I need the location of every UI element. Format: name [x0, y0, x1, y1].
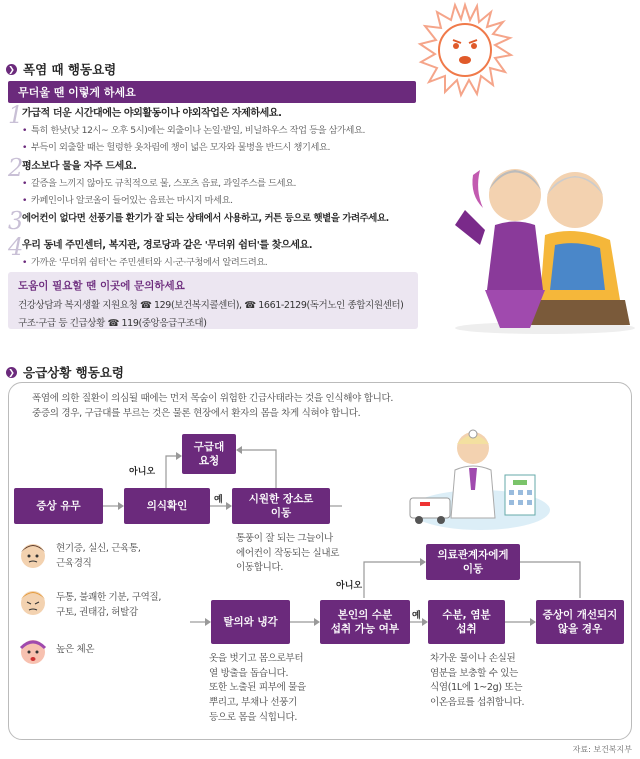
- flow-improve: 증상이 개선되지 않을 경우: [536, 600, 624, 644]
- flow-label-yes: 예: [214, 495, 223, 505]
- intro-line: 폭염에 의한 질환이 의심될 때에는 먼저 목숨이 위험한 긴급사태라는 것을 인식해야 합니다.: [32, 393, 394, 404]
- note-water: 차가운 물이나 손실된 염분을 보충할 수 있는 식염(1L에 1~2g) 또는 이온음료를 섭취합니다.: [430, 653, 525, 709]
- section-title-emergency: ❯ 응급상황 행동요령: [6, 363, 124, 381]
- doctor-hospital-illustration: [405, 420, 555, 535]
- flow-undress: 탈의와 냉각: [211, 600, 290, 644]
- flow-label-yes: 예: [412, 611, 421, 621]
- flow-medical: 의료관계자에게 이동: [426, 544, 520, 580]
- intro-line: 중증의 경우, 구급대를 부르는 것은 물론 현장에서 환자의 몸을 차게 식혀야 합니다.: [32, 408, 361, 419]
- flow-water: 수분, 염분 섭취: [428, 600, 505, 644]
- chevron-right-icon: ❯: [6, 64, 17, 75]
- source-credit: 자료: 보건복지부: [572, 745, 632, 754]
- section-bar: 무더울 땐 이렇게 하세요: [8, 81, 416, 103]
- symptom-text: 현기증, 실신, 근육통, 근육경직: [56, 543, 141, 569]
- dizzy-face-icon: [16, 538, 50, 572]
- flow-call-ambulance: 구급대 요청: [182, 434, 236, 474]
- fever-face-icon: [16, 634, 50, 668]
- note-undress: 옷을 벗기고 몸으로부터 열 방출을 돕습니다. 또한 노출된 피부에 물을 뿌리고, 부채나 선풍기 등으로 몸을 식힙니다.: [209, 653, 306, 723]
- list-item: 4 우리 동네 주민센터, 복지관, 경로당과 같은 '무더위 쉼터'를 찾으세요. • 가까운 '무더위 쉼터'는 주민센터와 시·군·구청에서 알려드려요.: [8, 236, 418, 268]
- flow-label-no: 아니오: [336, 581, 363, 591]
- flow-label-no: 아니오: [129, 467, 156, 477]
- list-item: 3 에어컨이 없다면 선풍기를 환기가 잘 되는 상태에서 사용하고, 커튼 등으로 햇볕을 가려주세요.: [8, 207, 389, 235]
- section-title-heatwave: ❯ 폭염 때 행동요령: [6, 60, 116, 78]
- flow-symptom: 증상 유무: [14, 488, 103, 524]
- help-box: 도움이 필요할 땐 이곳에 문의하세요 건강상담과 복지생활 지원요청 ☎ 129(보건복지콜센터), ☎ 1661-2129(독거노인 종합지원센터) 구조·구급 등 긴급상황 ☎ 119(중앙응급구조대): [8, 272, 418, 329]
- chevron-right-icon: ❯: [6, 367, 17, 378]
- flow-consciousness: 의식확인: [124, 488, 210, 524]
- list-item: 2 평소보다 물을 자주 드세요. • 갈증을 느끼지 않아도 규칙적으로 물, 스포츠 음료, 과일주스를 드세요. • 카페인이나 알코올이 들어있는 음료는 마시지 마세요.: [8, 157, 418, 205]
- note-cool-place: 통풍이 잘 되는 그늘이나 에어컨이 작동되는 실내로 이동합니다.: [236, 533, 340, 574]
- flow-can-drink: 본인의 수분 섭취 가능 여부: [320, 600, 410, 644]
- symptom-text: 두통, 불쾌한 기분, 구역질, 구토, 권태감, 허탈감: [56, 592, 162, 618]
- list-item: 1 가급적 더운 시간대에는 야외활동이나 야외작업은 자제하세요. • 특히 한낮(낮 12시~ 오후 5시)에는 외출이나 논일·밭일, 비닐하우스 작업 등을 삼가세요. • 부득이 외출할 때는 헐렁한 옷차림에 챙이 넓은 모자와 물병을 반드시 챙기세요.: [8, 104, 418, 152]
- symptom-text: 높은 체온: [56, 644, 95, 655]
- flow-cool-place: 시원한 장소로 이동: [232, 488, 330, 524]
- headache-face-icon: [16, 585, 50, 619]
